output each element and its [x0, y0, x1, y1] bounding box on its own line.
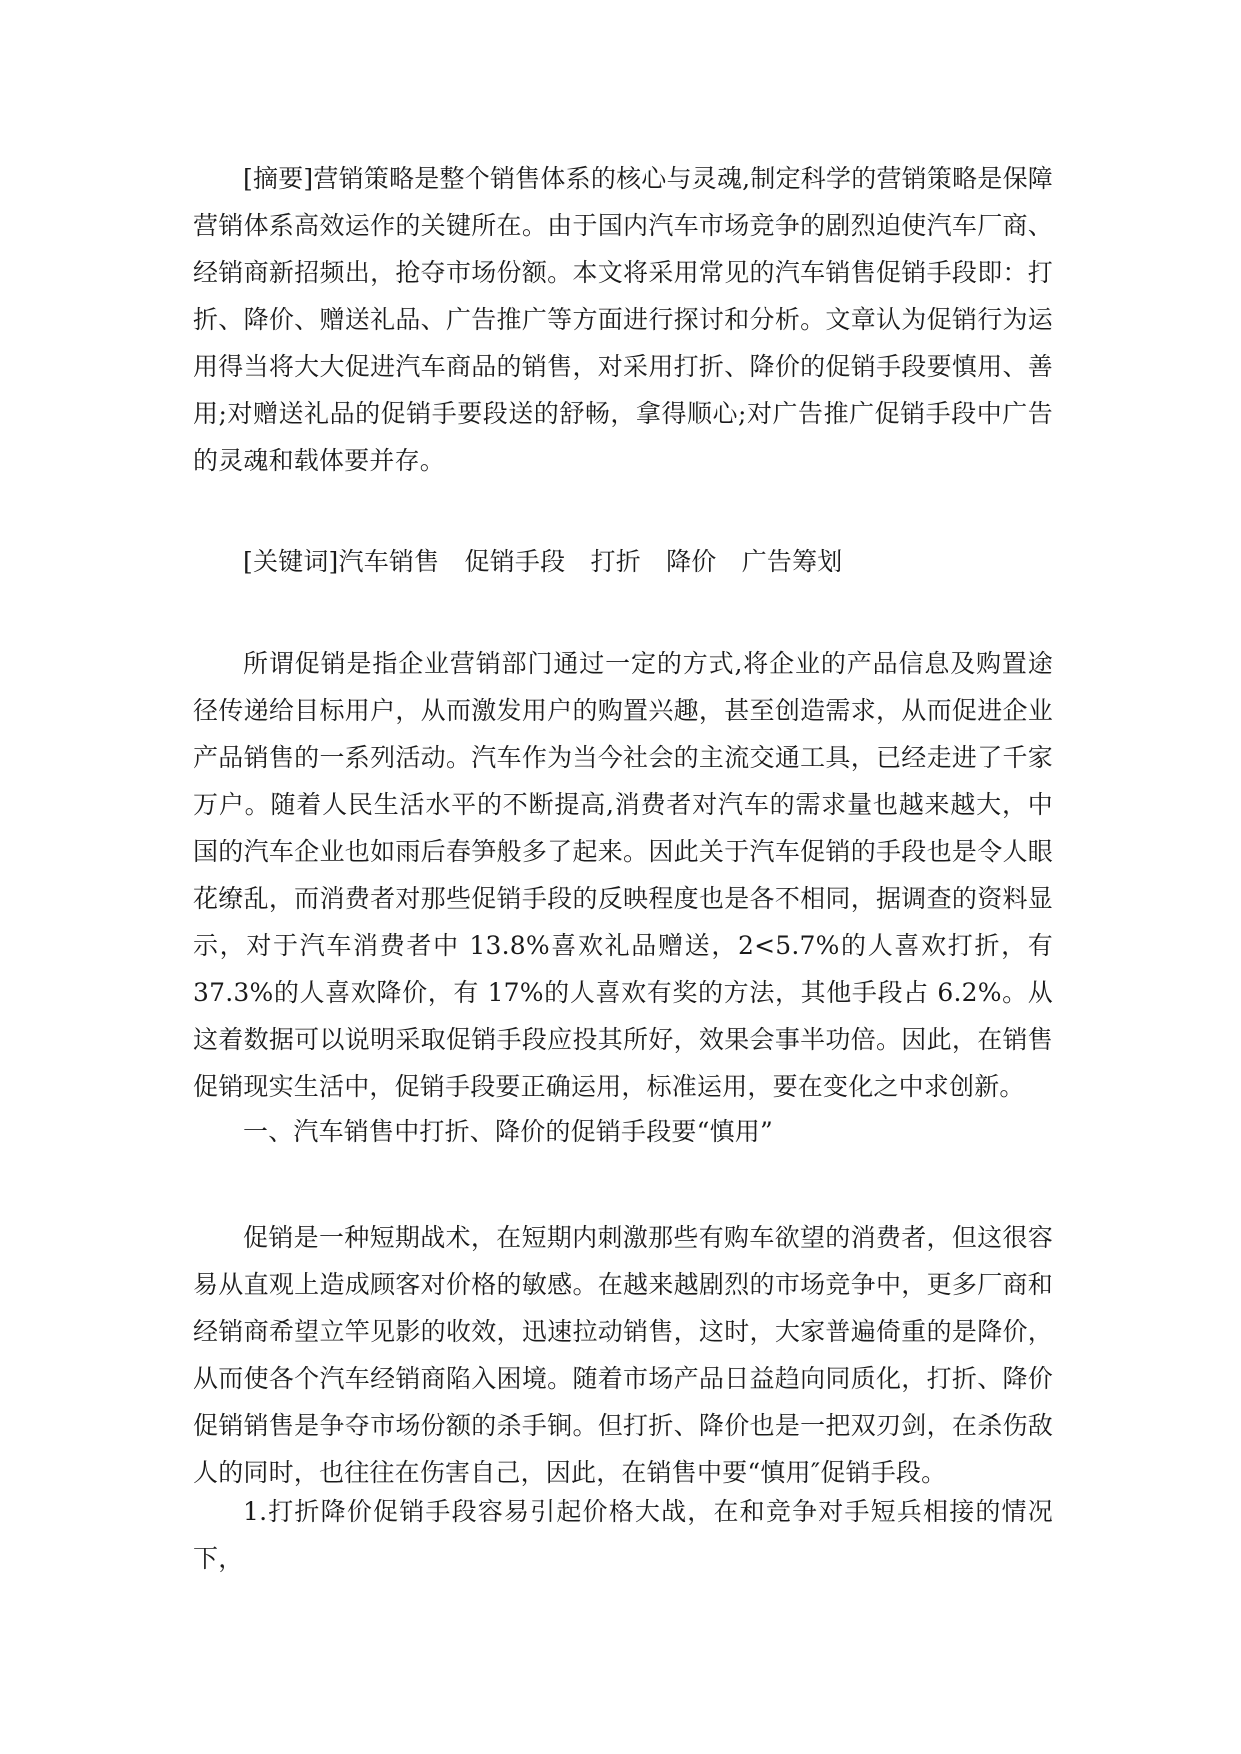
numbered-item: 1.打折降价促销手段容易引起价格大战，在和竞争对手短兵相接的情况下，	[193, 1497, 1053, 1573]
keywords-line: [关键词]汽车销售 促销手段 打折 降价 广告筹划	[243, 547, 843, 576]
intro-paragraph: 所谓促销是指企业营销部门通过一定的方式,将企业的产品信息及购置途径传递给目标用户，从而激发用户的购置兴趣，甚至创造需求，从而促进企业产品销售的一系列活动。汽车作为当今社会的主流交通工具，已经走进了千家万户。随着人民生活水平的不断提高,消费者对汽车的需求量也越来越大，中国的汽车企业也如雨后春笋般多了起来。因此关于汽车促销的手段也是令人眼花缭乱，而消费者对那些促销手段的反映程度也是各不相同，据调查的资料显示，对于汽车消费者中 13.8%喜欢礼品赠送，2<5.7%的人喜欢打折，有 37.3%的人喜欢降价，有 17%的人喜欢有奖的方法，其他手段占 6.2%。从这着数据可以说明采取促销手段应投其所好，效果会事半功倍。因此，在销售促销现实生活中，促销手段要正确运用，标准运用，要在变化之中求创新。	[193, 649, 1053, 1101]
section-heading: 一、汽车销售中打折、降价的促销手段要“慎用”	[243, 1117, 773, 1146]
abstract-paragraph: [摘要]营销策略是整个销售体系的核心与灵魂,制定科学的营销策略是保障营销体系高效运作的关键所在。由于国内汽车市场竞争的剧烈迫使汽车厂商、经销商新招频出，抢夺市场份额。本文将采用常见的汽车销售促销手段即：打折、降价、赠送礼品、广告推广等方面进行探讨和分析。文章认为促销行为运用得当将大大促进汽车商品的销售，对采用打折、降价的促销手段要慎用、善用;对赠送礼品的促销手要段送的舒畅，拿得顺心;对广告推广促销手段中广告的灵魂和载体要并存。	[193, 164, 1053, 475]
section-paragraph: 促销是一种短期战术，在短期内刺激那些有购车欲望的消费者，但这很容易从直观上造成顾客对价格的敏感。在越来越剧烈的市场竞争中，更多厂商和经销商希望立竿见影的收效，迅速拉动销售，这时，大家普遍倚重的是降价，从而使各个汽车经销商陷入困境。随着市场产品日益趋向同质化，打折、降价促销销售是争夺市场份额的杀手锏。但打折、降价也是一把双刃剑，在杀伤敌人的同时，也往往在伤害自己，因此，在销售中要“慎用″促销手段。	[193, 1223, 1053, 1487]
